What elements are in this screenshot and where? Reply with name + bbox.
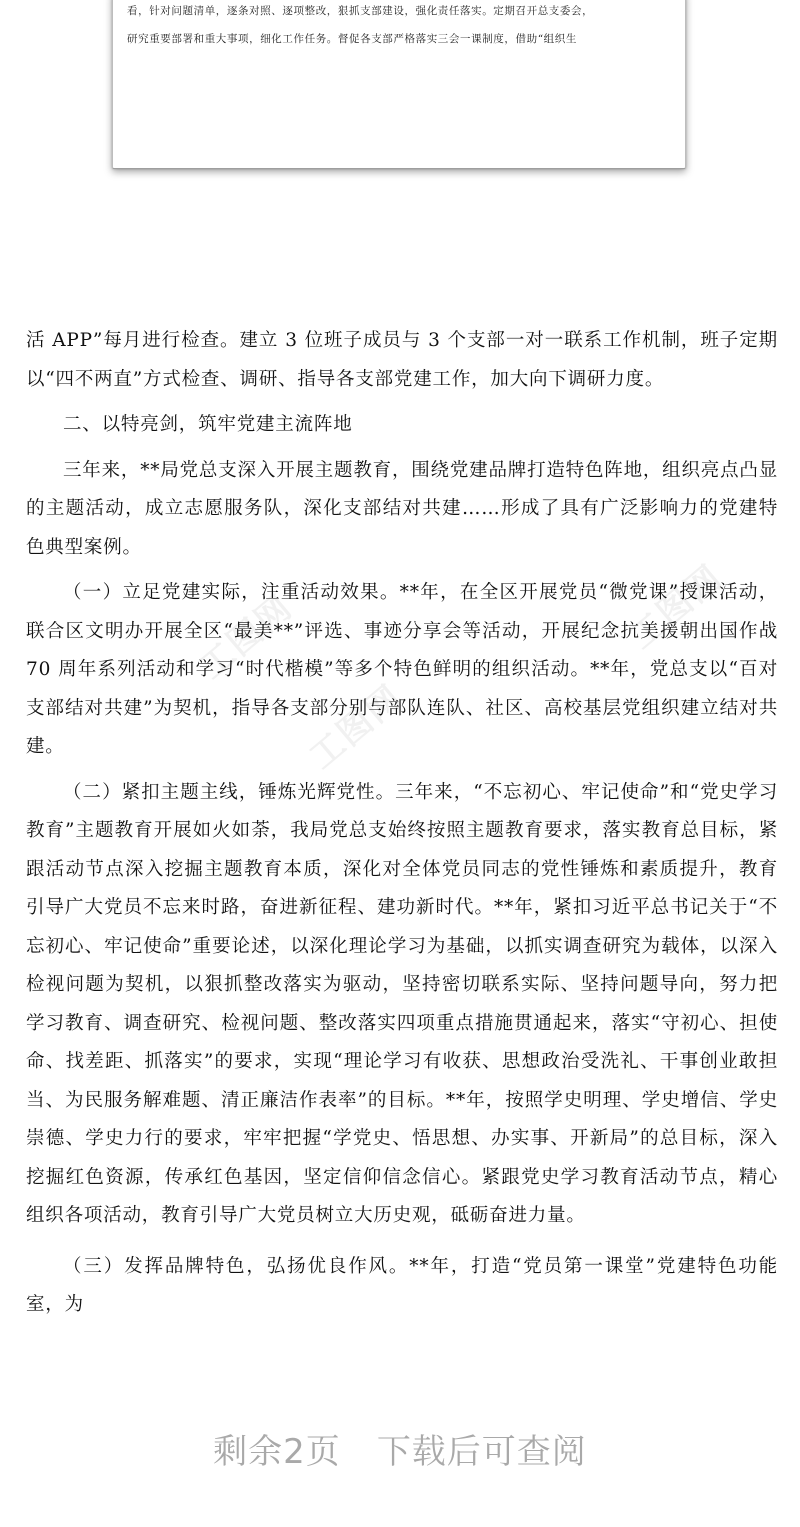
paragraph: （一）立足党建实际，注重活动效果。**年，在全区开展党员“微党课”授课活动，联合区文明办开展全区“最美**”评选、事迹分享会等活动，开展纪念抗美援朝出国作战 70 周年系列活动和学习“时代楷模”等多个特色鲜明的组织活动。**年，党总支以“百对支部结对共建”为契机，指导各支部分别与部队连队、社区、高校基层党组织建立结对共建。	[26, 582, 778, 757]
download-banner[interactable]	[0, 1424, 800, 1474]
download-to-view-label[interactable]: 下载后可查阅	[376, 1432, 587, 1472]
paragraph: （二）紧扣主题主线，锤炼光辉党性。三年来，“不忘初心、牢记使命”和“党史学习教育”主题教育开展如火如荼，我局党总支始终按照主题教育要求，落实教育总目标，紧跟活动节点深入挖掘主题教育本质，深化对全体党员同志的党性锤炼和素质提升，教育引导广大党员不忘来时路，奋进新征程、建功新时代。**年，紧扣习近平总书记关于“不忘初心、牢记使命”重要论述，以深化理论学习为基础，以抓实调查研究为载体，以深入检视问题为契机，以狠抓整改落实为驱动，坚持密切联系实际、坚持问题导向，努力把学习教育、调查研究、检视问题、整改落实四项重点措施贯通起来，落实“守初心、担使命、找差距、抓落实”的要求，实现“理论学习有收获、思想政治受洗礼、干事创业敢担当、为民服务解难题、清正廉洁作表率”的目标。**年，按照学史明理、学史增信、学史崇德、学史力行的要求，牢牢把握“学党史、悟思想、办实事、开新局”的总目标，深入挖掘红色资源，传承红色基因，坚定信仰信念信心。紧跟党史学习教育活动节点，精心组织各项活动，教育引导广大党员树立大历史观，砥砺奋进力量。	[26, 781, 778, 1226]
watermark-logo: 工图网	[622, 557, 731, 658]
paragraph: 活 APP”每月进行检查。建立 3 位班子成员与 3 个支部一对一联系工作机制，班子定期以“四不两直”方式检查、调研、指导各支部党建工作，加大向下调研力度。	[26, 330, 778, 390]
watermark-logo: 工图网	[302, 677, 411, 778]
remaining-pages-label: 剩余2页	[213, 1432, 341, 1472]
preview-line: 看，针对问题清单，逐条对照、逐项整改，狠抓支部建设，强化责任落实。定期召开总支委会，	[127, 5, 594, 17]
document-body	[26, 322, 778, 1325]
watermark-logo: 工图网	[192, 587, 301, 688]
preview-line: 研究重要部署和重大事项，细化工作任务。督促各支部严格落实三会一课制度，借助“组织生	[127, 33, 577, 45]
paragraph: （三）发挥品牌特色，弘扬优良作风。**年，打造“党员第一课堂”党建特色功能室，为	[26, 1255, 778, 1315]
section-heading: 二、以特亮剑，筑牢党建主流阵地	[63, 414, 353, 435]
paragraph: 三年来，**局党总支深入开展主题教育，围绕党建品牌打造特色阵地，组织亮点凸显的主题活动，成立志愿服务队，深化支部结对共建……形成了具有广泛影响力的党建特色典型案例。	[26, 459, 778, 558]
previous-page-preview	[112, 0, 686, 169]
